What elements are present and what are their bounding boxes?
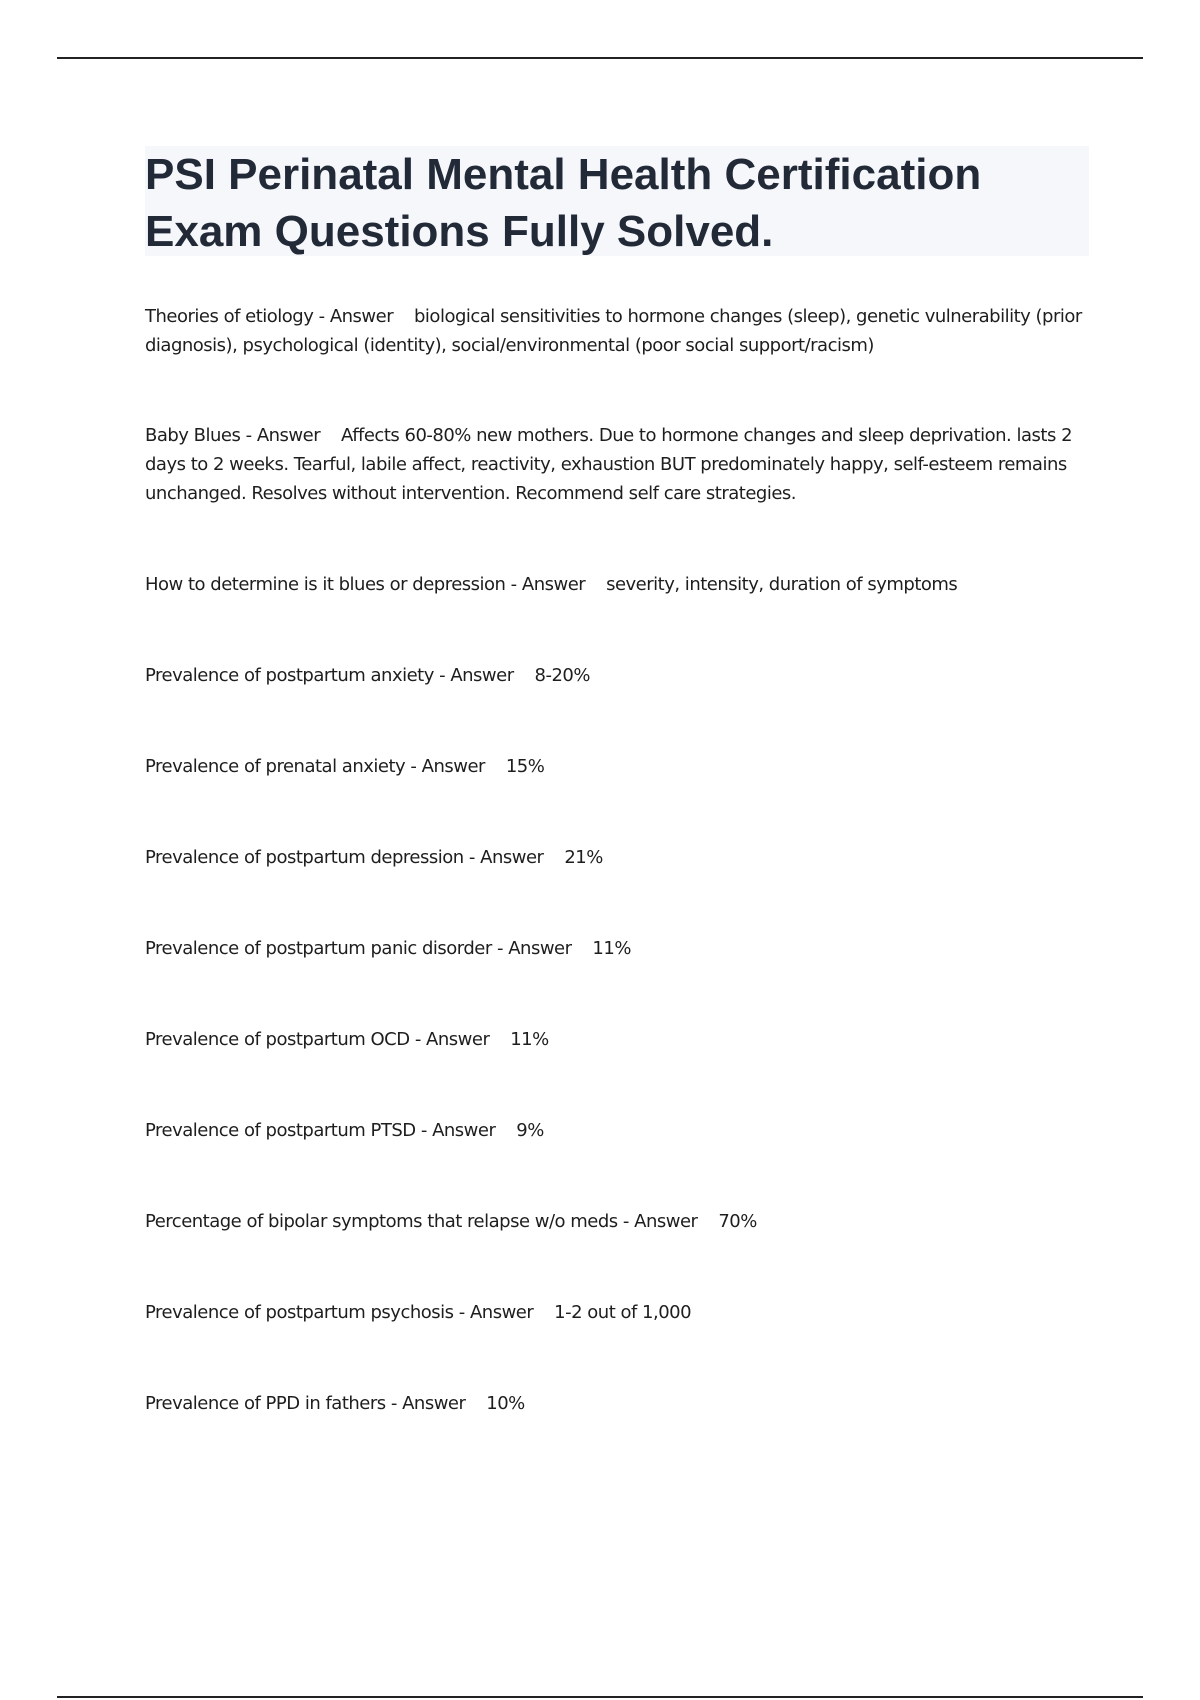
answer-text: Affects 60-80% new mothers. Due to hormone changes and sleep deprivation. lasts 2 days to 2 weeks. Tearful, labile affect, reactivity, exhaustion BUT predominately happy, self-esteem remains unchanged. Resolves without intervention. Recommend self care strategies. bbox=[145, 425, 1073, 504]
title-line-2: Exam Questions Fully Solved. bbox=[145, 207, 774, 256]
answer-separator: - Answer bbox=[415, 1120, 517, 1141]
answer-text: 70% bbox=[718, 1211, 757, 1232]
answer-separator: - Answer bbox=[313, 306, 414, 327]
answer-separator: - Answer bbox=[505, 574, 607, 595]
document-title bbox=[145, 146, 1089, 260]
question-text: Prevalence of postpartum panic disorder bbox=[145, 938, 492, 959]
qa-item-postpartum-anxiety bbox=[145, 661, 1085, 690]
qa-item-psychosis bbox=[145, 1298, 1085, 1327]
answer-separator: - Answer bbox=[491, 938, 593, 959]
title-line-1: PSI Perinatal Mental Health Certification bbox=[145, 150, 982, 199]
question-text: Baby Blues bbox=[145, 425, 241, 446]
answer-separator: - Answer bbox=[433, 665, 535, 686]
answer-text: 11% bbox=[592, 938, 631, 959]
qa-item-ppd-fathers bbox=[145, 1389, 1085, 1418]
question-text: Percentage of bipolar symptoms that relapse w/o meds bbox=[145, 1211, 618, 1232]
question-text: How to determine is it blues or depression bbox=[145, 574, 506, 595]
title-block bbox=[145, 146, 1089, 256]
answer-separator: - Answer bbox=[385, 1393, 487, 1414]
qa-item-etiology bbox=[145, 302, 1085, 360]
question-text: Prevalence of postpartum anxiety bbox=[145, 665, 434, 686]
answer-text: 15% bbox=[505, 756, 545, 777]
qa-item-ocd bbox=[145, 1025, 1085, 1054]
answer-text: 21% bbox=[564, 847, 603, 868]
qa-item-postpartum-depression bbox=[145, 843, 1085, 872]
qa-item-blues-or-depression bbox=[145, 570, 1085, 599]
answer-text: 8-20% bbox=[534, 665, 590, 686]
answer-text: 1-2 out of 1,000 bbox=[554, 1302, 692, 1323]
answer-separator: - Answer bbox=[617, 1211, 719, 1232]
question-text: Theories of etiology bbox=[145, 306, 314, 327]
answer-text: 11% bbox=[510, 1029, 549, 1050]
question-text: Prevalence of postpartum depression bbox=[145, 847, 464, 868]
question-text: Prevalence of postpartum psychosis bbox=[145, 1302, 454, 1323]
answer-text: severity, intensity, duration of symptoms bbox=[606, 574, 958, 595]
question-text: Prevalence of postpartum OCD bbox=[145, 1029, 410, 1050]
answer-separator: - Answer bbox=[463, 847, 565, 868]
answer-separator: - Answer bbox=[240, 425, 342, 446]
qa-item-panic-disorder bbox=[145, 934, 1085, 963]
top-rule bbox=[57, 57, 1143, 59]
question-text: Prevalence of prenatal anxiety bbox=[145, 756, 406, 777]
qa-item-prenatal-anxiety bbox=[145, 752, 1085, 781]
bottom-rule bbox=[57, 1696, 1143, 1698]
question-text: Prevalence of PPD in fathers bbox=[145, 1393, 386, 1414]
answer-text: 9% bbox=[516, 1120, 544, 1141]
qa-item-bipolar-relapse bbox=[145, 1207, 1085, 1236]
answer-text: biological sensitivities to hormone changes (sleep), genetic vulnerability (prior diagnosis), psychological (identity), social/environmental (poor social support/racism) bbox=[145, 306, 1082, 356]
answer-separator: - Answer bbox=[453, 1302, 555, 1323]
answer-separator: - Answer bbox=[405, 756, 506, 777]
qa-item-ptsd bbox=[145, 1116, 1085, 1145]
answer-text: 10% bbox=[486, 1393, 525, 1414]
qa-item-baby-blues bbox=[145, 421, 1085, 508]
answer-separator: - Answer bbox=[409, 1029, 511, 1050]
question-text: Prevalence of postpartum PTSD bbox=[145, 1120, 416, 1141]
